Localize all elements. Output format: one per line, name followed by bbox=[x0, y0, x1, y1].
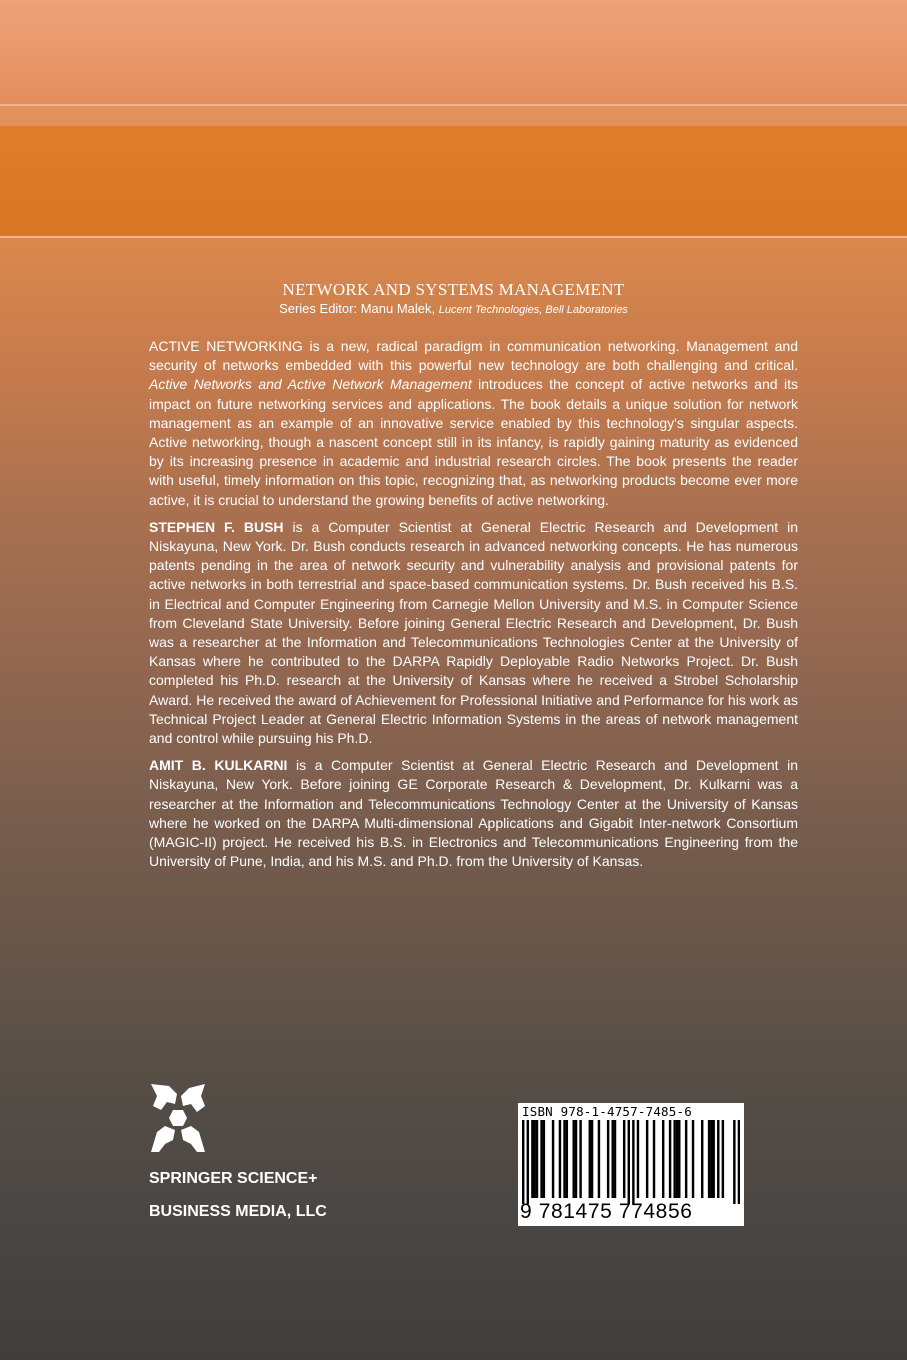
divider-rule-bottom bbox=[0, 236, 907, 238]
author-bio-bush: STEPHEN F. BUSH is a Computer Scientist at General Electric Research and Development in Niskayuna, New York. Dr. Bush conducts research in advanced networking concepts. He has numerous patents pending in the area of network security and vulnerability analysis and provisional patents for active networks in both terrestrial and space-based communication systems. Dr. Bush received his B.S. in Electrical and Computer Engineering from Carnegie Mellon University and M.S. in Computer Science from Cleveland State University. Before joining General Electric Research and Development, Dr. Bush was a researcher at the Information and Telecommunications Technologies Center at the University of Kansas where he contributed to the DARPA Rapidly Deployable Radio Networks Project. Dr. Bush completed his Ph.D. research at the University of Kansas where he received a Strobel Scholarship Award. He received the award of Achievement for Professional Initiative and Performance for his work as Technical Project Leader at General Electric Information Systems in the areas of network management and control while pursuing his Ph.D. bbox=[149, 518, 798, 747]
publisher-name bbox=[149, 1162, 327, 1228]
barcode-bar bbox=[536, 1120, 538, 1198]
barcode-bar bbox=[717, 1120, 719, 1198]
series-editor-label: Series Editor: Manu Malek, bbox=[279, 301, 436, 316]
top-cover-band bbox=[0, 0, 907, 104]
book-description: ACTIVE NETWORKING is a new, radical paradigm in communication networking. Management and security of networks embedded with this powerful new technology are both challenging and critical. Active Networks and Active Network Management introduces the concept of active networks and its impact on future networking services and applications. The book details a unique solution for network management as an example of an innovative service enabled by this technology's singular aspects. Active networking, though a nascent concept still in its infancy, is rapidly gaining maturity as evidenced by its increasing presence in academic and industrial research circles. The book presents the reader with useful, timely information on this topic, recognizing that, as networking products become ever more active, it is crucial to understand the growing benefits of active networking. bbox=[149, 338, 798, 508]
barcode-bar bbox=[589, 1120, 591, 1198]
barcode-bar bbox=[653, 1120, 655, 1198]
barcode-bar bbox=[614, 1120, 616, 1198]
series-editor bbox=[0, 301, 907, 316]
book-title: Active Networks and Active Network Management bbox=[149, 376, 472, 393]
barcode-bar bbox=[563, 1120, 565, 1198]
barcode-bar bbox=[540, 1120, 542, 1198]
barcode-bar bbox=[722, 1120, 724, 1198]
barcode-bar bbox=[598, 1120, 600, 1198]
springer-horse-logo-icon bbox=[147, 1082, 209, 1154]
barcode-bar bbox=[559, 1120, 561, 1198]
barcode-bar bbox=[522, 1120, 524, 1204]
barcode-bar bbox=[628, 1120, 630, 1204]
barcode-bar bbox=[637, 1120, 639, 1198]
back-cover-text bbox=[149, 337, 798, 879]
barcode-bar bbox=[673, 1120, 675, 1198]
barcode-bar bbox=[591, 1120, 593, 1198]
publisher-line-1: SPRINGER SCIENCE+ bbox=[149, 1170, 318, 1187]
series-editor-affiliation: Lucent Technologies, Bell Laboratories bbox=[438, 304, 628, 316]
barcode-bar bbox=[662, 1120, 664, 1198]
barcode-bar bbox=[692, 1120, 694, 1198]
author-name: STEPHEN F. BUSH bbox=[149, 518, 284, 535]
barcode-bar bbox=[611, 1120, 613, 1198]
barcode-bar bbox=[566, 1120, 568, 1198]
barcode-bar bbox=[543, 1120, 545, 1198]
barcode-bar bbox=[607, 1120, 609, 1198]
isbn-barcode bbox=[518, 1103, 744, 1226]
series-title: NETWORK AND SYSTEMS MANAGEMENT bbox=[282, 280, 625, 299]
barcode-bar bbox=[572, 1120, 574, 1198]
barcode-bar bbox=[533, 1120, 535, 1198]
barcode-bar bbox=[623, 1120, 625, 1198]
ean-digits: 9 781475 774856 bbox=[520, 1200, 693, 1223]
barcode-bar bbox=[676, 1120, 678, 1198]
publisher-line-2: BUSINESS MEDIA, LLC bbox=[149, 1203, 327, 1220]
author-bio-kulkarni: AMIT B. KULKARNI is a Computer Scientist at General Electric Research and Development in Niskayuna, New York. Before joining GE Corporate Research & Development, Dr. Kulkarni was a researcher at the Information and Telecommunications Technology Center at the University of Kansas where he worked on the DARPA Multi-dimensional Applications and Gigabit Inter-network Consortium (MAGIC-II) project. He received his B.S. in Electronics and Telecommunications Engineering from the University of Pune, India, and his M.S. and Ph.D. from the University of Kansas. bbox=[149, 757, 798, 870]
orange-cover-band bbox=[0, 126, 907, 236]
barcode-bar bbox=[710, 1120, 712, 1198]
barcode-bar bbox=[678, 1120, 680, 1198]
barcode-bar bbox=[685, 1120, 687, 1198]
barcode-bar bbox=[579, 1120, 581, 1198]
divider-rule-top bbox=[0, 104, 907, 106]
author-name: AMIT B. KULKARNI bbox=[149, 757, 288, 774]
barcode-bar bbox=[708, 1120, 710, 1198]
barcode-bar bbox=[738, 1120, 740, 1204]
barcode-bar bbox=[527, 1120, 529, 1204]
barcode-bar bbox=[669, 1120, 671, 1198]
barcode-bar bbox=[712, 1120, 714, 1198]
barcode-bar bbox=[646, 1120, 648, 1198]
barcode-bar bbox=[552, 1120, 554, 1198]
barcode-bar bbox=[632, 1120, 634, 1204]
barcode-bar bbox=[531, 1120, 533, 1198]
barcode-bar bbox=[733, 1120, 735, 1204]
isbn-label: ISBN 978-1-4757-7485-6 bbox=[522, 1104, 692, 1119]
barcode-bar bbox=[701, 1120, 703, 1198]
barcode-bar bbox=[575, 1120, 577, 1198]
barcode-bars bbox=[522, 1120, 740, 1204]
